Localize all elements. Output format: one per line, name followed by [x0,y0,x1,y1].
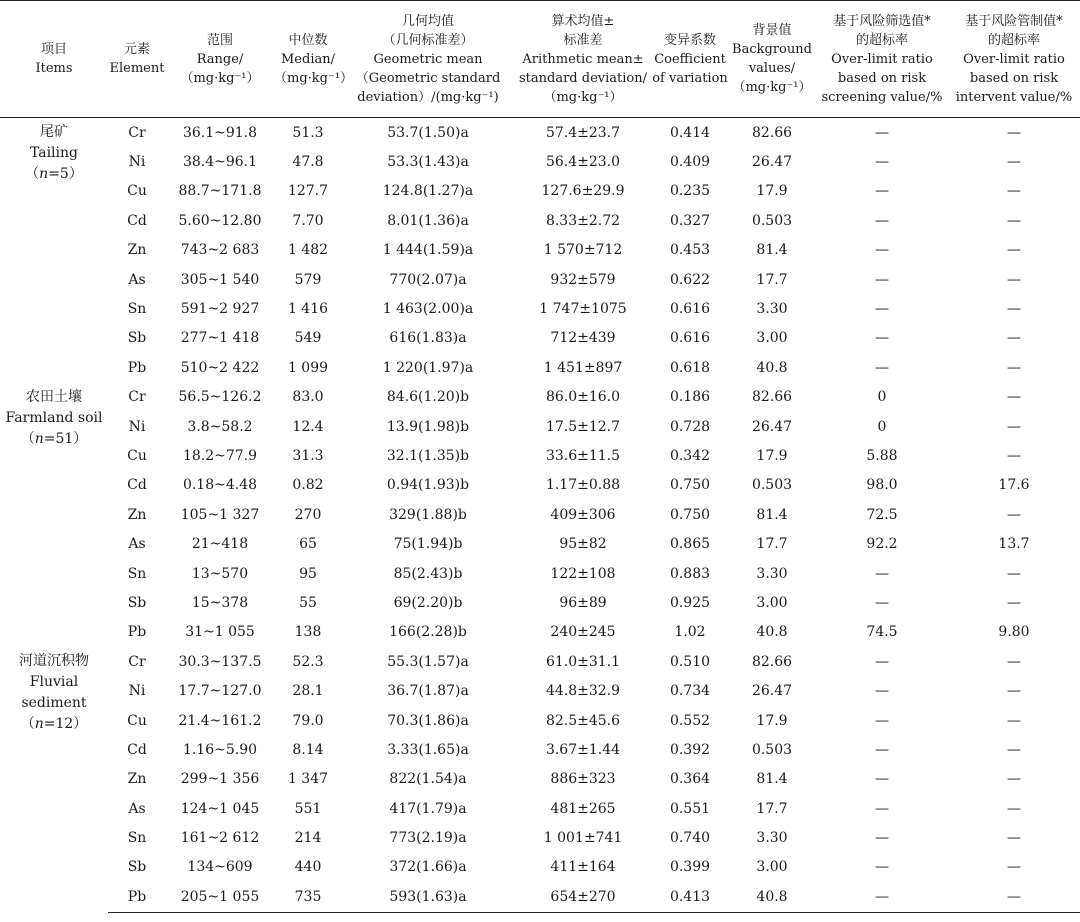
cell-coefficient-of-variation: 0.728 [669,418,711,435]
cell-coefficient-of-variation: 0.865 [669,536,711,553]
cell-coefficient-of-variation: 0.342 [669,447,711,464]
cell-arithmetic-mean: 712±439 [550,330,616,347]
cell-geometric-mean: 53.7(1.50)a [387,124,469,141]
cell-screening-ratio: — [816,882,948,912]
cell-median: 1 347 [287,771,329,788]
cell-range: 124~1 045 [180,800,260,817]
cell-coefficient-of-variation: 0.734 [669,683,711,700]
cell-coefficient-of-variation: 0.453 [669,242,711,259]
group-label-cell [0,647,108,912]
cell-background-value: 82.66 [751,653,793,670]
cell-element: Cr [128,389,146,406]
cell-geometric-mean: 75(1.94)b [393,536,463,553]
cell-intervent-ratio: — [1007,359,1021,376]
group-name-en: Tailing [29,145,78,161]
cell-geometric-mean: 417(1.79)a [389,800,467,817]
cell-background-value: 3.30 [756,565,788,582]
cell-element: Pb [127,359,147,376]
cell-coefficient-of-variation: 1.02 [674,624,706,641]
table-row [0,206,1080,235]
cell-range: 31~1 055 [185,624,255,641]
cell-range: 18.2~77.9 [182,447,258,464]
cell-intervent-ratio: — [1007,800,1021,817]
cell-background-value: 3.00 [756,594,788,611]
cell-geometric-mean: 85(2.43)b [393,565,463,582]
cell-range: 205~1 055 [166,882,274,912]
group-sample-count: （n=51） [20,430,88,447]
cell-background-value: 0.503 [751,212,793,229]
cell-screening-ratio: — [875,712,889,729]
cell-range: 305~1 540 [180,271,260,288]
cell-coefficient-of-variation: 0.510 [669,653,711,670]
cell-coefficient-of-variation: 0.409 [669,154,711,171]
table-row [0,735,1080,764]
cell-geometric-mean: 53.3(1.43)a [387,154,469,171]
cell-range: 21~418 [191,536,249,553]
cell-median: 79.0 [292,712,324,729]
cell-arithmetic-mean: 86.0±16.0 [545,389,621,406]
cell-background-value: 3.00 [756,330,788,347]
table-row [0,265,1080,294]
cell-background-value: 81.4 [756,242,788,259]
cell-element: As [128,536,146,553]
table-row [0,147,1080,176]
cell-median: 83.0 [292,389,324,406]
group-label-cell [0,383,108,648]
cell-range: 510~2 422 [180,359,260,376]
cell-geometric-mean: 13.9(1.98)b [386,418,470,435]
cell-intervent-ratio: — [1007,683,1021,700]
cell-intervent-ratio: — [1007,301,1021,318]
cell-intervent-ratio: — [1007,859,1021,876]
cell-median: 214 [294,830,322,847]
cell-element: Ni [128,683,146,700]
cell-coefficient-of-variation: 0.414 [669,124,711,141]
cell-element: Cu [127,183,147,200]
cell-screening-ratio: 98.0 [866,477,898,494]
cell-arithmetic-mean: 96±89 [559,594,607,611]
cell-range: 17.7~127.0 [178,683,262,700]
cell-element: Cd [127,212,147,229]
cell-background-value: 26.47 [751,683,793,700]
cell-background-value: 17.9 [756,447,788,464]
cell-intervent-ratio: — [1007,124,1021,141]
cell-screening-ratio: — [875,124,889,141]
cell-element: Cd [127,741,147,758]
cell-screening-ratio: — [875,271,889,288]
cell-range: 0.18~4.48 [182,477,258,494]
cell-background-value: 82.66 [751,389,793,406]
header-background-values: 背景值 Background values/ （mg·kg⁻¹） [728,1,816,118]
table-row [0,236,1080,265]
cell-intervent-ratio: — [1007,653,1021,670]
cell-coefficient-of-variation: 0.551 [669,800,711,817]
header-intervent-ratio: 基于风险管制值* 的超标率 Over-limit ratio based on risk intervent value/% [948,1,1080,118]
cell-coefficient-of-variation: 0.616 [669,330,711,347]
cell-coefficient-of-variation: 0.622 [669,271,711,288]
table-body [0,118,1080,913]
cell-background-value: 17.7 [756,800,788,817]
cell-median: 138 [294,624,322,641]
cell-arithmetic-mean: 1 451±897 [543,359,623,376]
cell-intervent-ratio: — [1007,771,1021,788]
cell-intervent-ratio: 13.7 [998,536,1030,553]
cell-screening-ratio: — [875,683,889,700]
cell-intervent-ratio: — [1007,242,1021,259]
cell-arithmetic-mean: 1 001±741 [543,830,623,847]
table-row [0,559,1080,588]
cell-geometric-mean: 1 444(1.59)a [382,242,474,259]
cell-range: 5.60~12.80 [178,212,262,229]
cell-arithmetic-mean: 57.4±23.7 [545,124,621,141]
header-items: 项目 Items [0,1,108,118]
table-row [0,618,1080,647]
cell-median: 551 [294,800,322,817]
cell-range: 134~609 [187,859,253,876]
cell-coefficient-of-variation: 0.616 [669,301,711,318]
cell-median: 31.3 [292,447,324,464]
cell-arithmetic-mean: 82.5±45.6 [545,712,621,729]
cell-screening-ratio: — [875,830,889,847]
group-sample-count: （n=5） [25,166,83,182]
cell-median: 52.3 [292,653,324,670]
cell-element: Sb [127,859,147,876]
cell-background-value: 17.9 [756,712,788,729]
cell-intervent-ratio: 9.80 [998,624,1030,641]
table-row [0,324,1080,353]
cell-element: Pb [127,624,147,641]
cell-element: Cu [127,712,147,729]
cell-coefficient-of-variation: 0.413 [652,882,728,912]
header-arithmetic-mean: 算术均值± 标准差 Arithmetic mean± standard deviation/ （mg·kg⁻¹） [514,1,652,118]
header-row [0,1,1080,118]
cell-geometric-mean: 3.33(1.65)a [387,741,469,758]
cell-background-value: 40.8 [728,882,816,912]
cell-geometric-mean: 372(1.66)a [389,859,467,876]
cell-arithmetic-mean: 932±579 [550,271,616,288]
cell-intervent-ratio: — [1007,330,1021,347]
cell-geometric-mean: 166(2.28)b [389,624,467,641]
header-screening-ratio: 基于风险筛选值* 的超标率 Over-limit ratio based on risk screening value/% [816,1,948,118]
cell-range: 13~570 [191,565,249,582]
table-row [0,353,1080,382]
cell-range: 743~2 683 [180,242,260,259]
cell-geometric-mean: 8.01(1.36)a [387,212,469,229]
cell-background-value: 3.30 [756,830,788,847]
cell-element: Sn [127,565,147,582]
table-row [0,676,1080,705]
cell-range: 15~378 [191,594,249,611]
cell-screening-ratio: — [875,183,889,200]
cell-range: 1.16~5.90 [182,741,258,758]
cell-arithmetic-mean: 44.8±32.9 [545,683,621,700]
cell-intervent-ratio: — [1007,212,1021,229]
cell-element: Zn [127,771,147,788]
cell-arithmetic-mean: 8.33±2.72 [545,212,621,229]
group-name-en-line2: sediment [21,695,87,712]
cell-median: 127.7 [287,183,329,200]
cell-intervent-ratio: — [1007,506,1021,523]
table-row [0,882,1080,912]
table-row [0,441,1080,470]
cell-geometric-mean: 773(2.19)a [389,830,467,847]
cell-coefficient-of-variation: 0.750 [669,506,711,523]
cell-range: 30.3~137.5 [178,653,262,670]
cell-coefficient-of-variation: 0.392 [669,741,711,758]
cell-geometric-mean: 69(2.20)b [393,594,463,611]
cell-screening-ratio: — [875,653,889,670]
cell-coefficient-of-variation: 0.399 [669,859,711,876]
cell-geometric-mean: 70.3(1.86)a [387,712,469,729]
cell-intervent-ratio: — [1007,154,1021,171]
header-median: 中位数 Median/ （mg·kg⁻¹） [274,1,342,118]
group-name-en: Farmland soil [5,409,103,426]
cell-element: Sb [127,594,147,611]
cell-screening-ratio: 0 [877,418,887,435]
cell-screening-ratio: — [875,212,889,229]
table-row [0,529,1080,558]
cell-background-value: 40.8 [756,624,788,641]
table-row [0,383,1080,412]
cell-range: 591~2 927 [180,301,260,318]
cell-element: Ni [128,154,146,171]
cell-coefficient-of-variation: 0.740 [669,830,711,847]
table-row [0,412,1080,441]
cell-median: 579 [294,271,322,288]
cell-range: 277~1 418 [180,330,260,347]
cell-range: 36.1~91.8 [182,124,258,141]
cell-coefficient-of-variation: 0.235 [669,183,711,200]
cell-coefficient-of-variation: 0.883 [669,565,711,582]
group-name-cn: 尾矿 [40,124,68,140]
cell-range: 161~2 612 [180,830,260,847]
cell-background-value: 26.47 [751,418,793,435]
cell-element: Cr [128,124,146,141]
cell-geometric-mean: 1 463(2.00)a [382,301,474,318]
cell-coefficient-of-variation: 0.925 [669,594,711,611]
cell-median: 55 [299,594,317,611]
cell-intervent-ratio: — [1007,183,1021,200]
cell-screening-ratio: — [875,859,889,876]
table-row [0,823,1080,852]
cell-range: 88.7~171.8 [178,183,262,200]
cell-geometric-mean: 84.6(1.20)b [386,389,470,406]
cell-element: Sb [127,330,147,347]
cell-coefficient-of-variation: 0.364 [669,771,711,788]
cell-screening-ratio: — [875,359,889,376]
cell-median: 7.70 [292,212,324,229]
cell-coefficient-of-variation: 0.552 [669,712,711,729]
cell-background-value: 17.7 [756,536,788,553]
cell-background-value: 82.66 [751,124,793,141]
table-row [0,177,1080,206]
cell-screening-ratio: — [875,800,889,817]
table-row [0,706,1080,735]
cell-coefficient-of-variation: 0.750 [669,477,711,494]
cell-background-value: 0.503 [751,741,793,758]
table-row [0,647,1080,676]
cell-range: 56.5~126.2 [178,389,262,406]
cell-background-value: 40.8 [756,359,788,376]
cell-screening-ratio: 0 [877,389,887,406]
cell-median: 51.3 [292,124,324,141]
cell-coefficient-of-variation: 0.186 [669,389,711,406]
cell-intervent-ratio: — [1007,712,1021,729]
cell-screening-ratio: — [875,565,889,582]
group-name-cn: 农田土壤 [26,388,82,405]
cell-element: Cd [127,477,147,494]
cell-median: 270 [294,506,322,523]
table-row [0,294,1080,323]
cell-element: Ni [128,418,146,435]
cell-median: 440 [294,859,322,876]
cell-element: Zn [127,242,147,259]
cell-intervent-ratio: — [1007,271,1021,288]
cell-median: 65 [299,536,317,553]
cell-background-value: 0.503 [751,477,793,494]
cell-arithmetic-mean: 240±245 [550,624,616,641]
cell-median: 95 [299,565,317,582]
table-header [0,1,1080,118]
cell-coefficient-of-variation: 0.327 [669,212,711,229]
cell-geometric-mean: 822(1.54)a [389,771,467,788]
cell-element: Sn [127,301,147,318]
table-row [0,853,1080,882]
cell-arithmetic-mean: 1 747±1075 [539,301,627,318]
cell-intervent-ratio: — [1007,418,1021,435]
cell-intervent-ratio: — [1007,830,1021,847]
header-coefficient-of-variation: 变异系数 Coefficient of variation [652,1,728,118]
cell-median: 1 482 [287,242,329,259]
cell-background-value: 17.9 [756,183,788,200]
cell-arithmetic-mean: 122±108 [550,565,616,582]
cell-intervent-ratio: — [948,882,1080,912]
cell-geometric-mean: 36.7(1.87)a [387,683,469,700]
cell-arithmetic-mean: 33.6±11.5 [545,447,621,464]
table-row [0,588,1080,617]
cell-screening-ratio: 74.5 [866,624,898,641]
table-row [0,500,1080,529]
cell-background-value: 81.4 [756,771,788,788]
cell-element: Cu [127,447,147,464]
cell-arithmetic-mean: 886±323 [550,771,616,788]
cell-screening-ratio: — [875,771,889,788]
cell-intervent-ratio: 17.6 [998,477,1030,494]
cell-range: 3.8~58.2 [187,418,253,435]
cell-arithmetic-mean: 654±270 [514,882,652,912]
cell-range: 299~1 356 [180,771,260,788]
table-row [0,765,1080,794]
cell-background-value: 26.47 [751,154,793,171]
cell-intervent-ratio: — [1007,594,1021,611]
cell-screening-ratio: — [875,741,889,758]
cell-arithmetic-mean: 411±164 [550,859,616,876]
cell-element: Sn [127,830,147,847]
cell-range: 38.4~96.1 [182,154,258,171]
cell-screening-ratio: — [875,594,889,611]
cell-background-value: 3.30 [756,301,788,318]
cell-arithmetic-mean: 127.6±29.9 [541,183,625,200]
cell-geometric-mean: 329(1.88)b [389,506,467,523]
cell-screening-ratio: — [875,330,889,347]
cell-median: 1 099 [287,359,329,376]
cell-range: 21.4~161.2 [178,712,262,729]
cell-element: As [128,800,146,817]
cell-median: 12.4 [292,418,324,435]
cell-geometric-mean: 593(1.63)a [342,882,514,912]
cell-arithmetic-mean: 1 570±712 [543,242,623,259]
cell-element: As [128,271,146,288]
header-element: 元素 Element [108,1,166,118]
group-name-en: Fluvial [29,674,79,691]
header-range: 范围 Range/ （mg·kg⁻¹） [166,1,274,118]
cell-geometric-mean: 0.94(1.93)b [386,477,470,494]
cell-arithmetic-mean: 56.4±23.0 [545,154,621,171]
cell-median: 0.82 [292,477,324,494]
cell-geometric-mean: 616(1.83)a [389,330,467,347]
cell-geometric-mean: 32.1(1.35)b [386,447,470,464]
table-row [0,794,1080,823]
table-row [0,118,1080,148]
cell-element: Pb [108,882,166,912]
cell-median: 28.1 [292,683,324,700]
header-geometric-mean: 几何均值 （几何标准差） Geometric mean （Geometric standard deviation）/(mg·kg⁻¹) [342,1,514,118]
cell-screening-ratio: 5.88 [866,447,898,464]
cell-median: 8.14 [292,741,324,758]
cell-intervent-ratio: — [1007,565,1021,582]
cell-arithmetic-mean: 1.17±0.88 [545,477,621,494]
cell-intervent-ratio: — [1007,741,1021,758]
cell-element: Cr [128,653,146,670]
cell-background-value: 17.7 [756,271,788,288]
cell-element: Zn [127,506,147,523]
cell-screening-ratio: — [875,242,889,259]
cell-arithmetic-mean: 95±82 [559,536,607,553]
cell-intervent-ratio: — [1007,389,1021,406]
cell-geometric-mean: 55.3(1.57)a [387,653,469,670]
cell-geometric-mean: 770(2.07)a [389,271,467,288]
cell-arithmetic-mean: 409±306 [550,506,616,523]
cell-background-value: 3.00 [756,859,788,876]
cell-median: 1 416 [287,301,329,318]
group-label-cell [0,118,108,383]
table-row [0,471,1080,500]
cell-intervent-ratio: — [1007,447,1021,464]
cell-median: 735 [274,882,342,912]
cell-screening-ratio: — [875,301,889,318]
cell-screening-ratio: 92.2 [866,536,898,553]
cell-median: 549 [294,330,322,347]
group-name-cn: 河道沉积物 [19,653,89,670]
cell-median: 47.8 [292,154,324,171]
group-sample-count: （n=12） [20,716,88,733]
cell-arithmetic-mean: 481±265 [550,800,616,817]
cell-geometric-mean: 124.8(1.27)a [382,183,474,200]
cell-range: 105~1 327 [180,506,260,523]
cell-coefficient-of-variation: 0.618 [669,359,711,376]
cell-arithmetic-mean: 3.67±1.44 [545,741,621,758]
cell-arithmetic-mean: 17.5±12.7 [545,418,621,435]
cell-screening-ratio: 72.5 [866,506,898,523]
cell-geometric-mean: 1 220(1.97)a [382,359,474,376]
cell-arithmetic-mean: 61.0±31.1 [545,653,621,670]
cell-background-value: 81.4 [756,506,788,523]
cell-screening-ratio: — [875,154,889,171]
